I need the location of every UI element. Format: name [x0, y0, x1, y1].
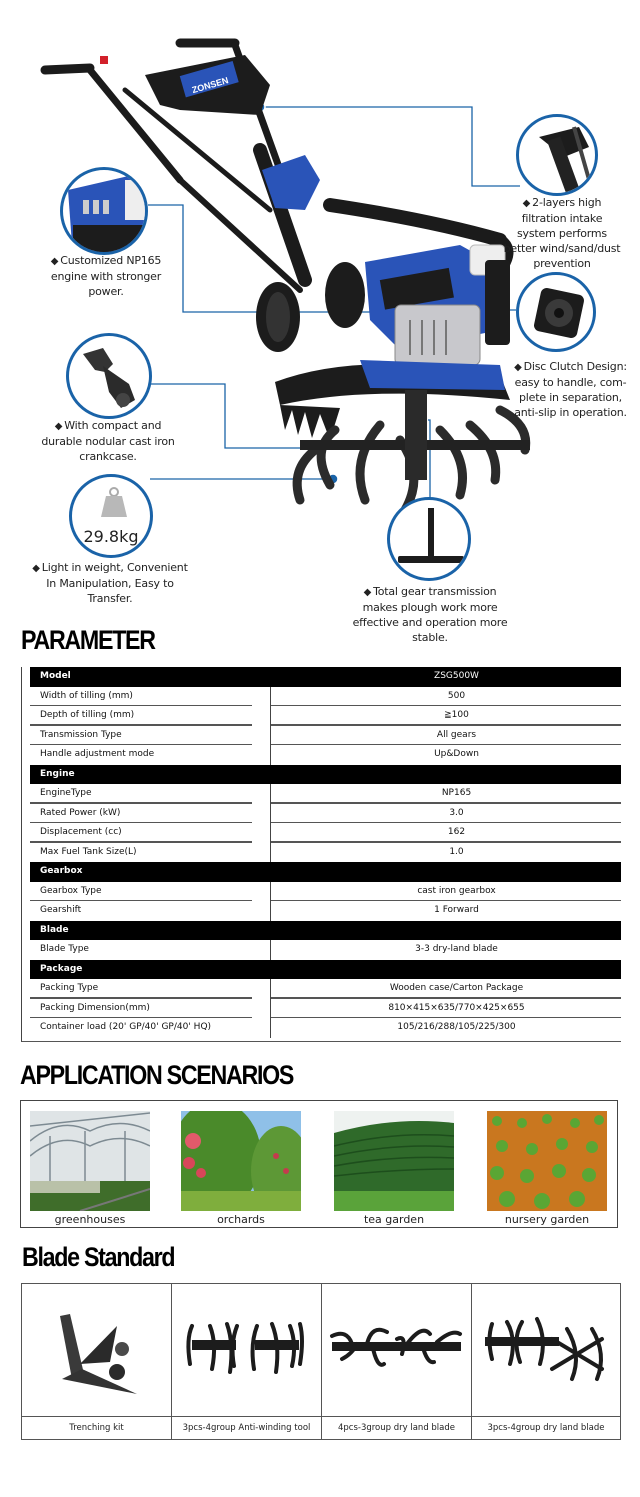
parameter-value: 3.0: [449, 807, 464, 818]
parameter-title: PARAMETER: [21, 625, 155, 655]
parameter-value: 810×415×635/770×425×655: [388, 1002, 525, 1013]
blade-item-3pcs-4group: [472, 1284, 620, 1439]
parameter-value: 105/216/288/105/225/300: [397, 1022, 516, 1032]
parameter-label: Handle adjustment mode: [40, 749, 155, 759]
orchard-image: [181, 1111, 301, 1211]
parameter-label: Container load (20' GP/40' GP/40' HQ): [40, 1022, 212, 1032]
parameter-label: Transmission Type: [40, 729, 122, 740]
parameter-value: Up&Down: [434, 749, 479, 759]
parameter-label: Max Fuel Tank Size(L): [40, 846, 137, 857]
parameter-row: [30, 745, 621, 765]
scenario-label: orchards: [217, 1213, 265, 1226]
tea-garden-image: [334, 1111, 454, 1211]
brand-logo: ZONSEN: [190, 75, 230, 96]
parameter-row: [30, 843, 621, 863]
parameter-row: [30, 784, 621, 804]
parameter-row: [30, 999, 621, 1019]
parameter-section-header: [30, 960, 621, 980]
blade-item-4pcs-3group: [322, 1284, 472, 1439]
parameter-section-header: [30, 667, 621, 687]
3pcs-4group-blade-image: [472, 1284, 620, 1417]
feature-transmission-text: ◆ Total gear transmission makes plough work more effective and operation more stable.: [352, 585, 508, 644]
engine-callout-image: [60, 167, 148, 255]
blade-standard-title: Blade Standard: [22, 1242, 175, 1272]
parameter-section-header: [30, 765, 621, 785]
weight-value: 29.8kg: [83, 527, 139, 546]
column-divider: [270, 940, 271, 960]
4pcs-3group-blade-image: [322, 1284, 471, 1417]
blade-item-anti-winding: [172, 1284, 322, 1439]
clutch-callout-image: [516, 272, 596, 352]
parameter-label: Model: [40, 671, 71, 681]
application-scenarios-panel: [20, 1100, 618, 1228]
parameter-row: [30, 901, 621, 921]
parameter-row: [30, 706, 621, 726]
column-divider: [270, 979, 271, 1038]
parameter-label: EngineType: [40, 788, 92, 798]
crankcase-callout-image: [66, 333, 152, 419]
parameter-row: [30, 1018, 621, 1038]
blade-label: 3pcs-4group Anti-winding tool: [182, 1423, 311, 1433]
parameter-label: Engine: [40, 768, 75, 779]
parameter-label: Blade: [40, 924, 69, 935]
blade-item-trenching-kit: [22, 1284, 172, 1439]
filtration-callout-image: [516, 114, 598, 196]
parameter-value: 162: [447, 827, 466, 837]
parameter-label: Displacement (cc): [40, 827, 122, 837]
column-divider: [270, 784, 271, 862]
parameter-row: [30, 823, 621, 843]
scenario-label: nursery garden: [504, 1213, 590, 1226]
column-divider: [270, 882, 271, 921]
parameter-label: Depth of tilling (mm): [40, 710, 135, 720]
parameter-label: Packing Dimension(mm): [40, 1002, 150, 1013]
scenario-label: tea garden: [363, 1213, 425, 1226]
blade-label: Trenching kit: [69, 1423, 124, 1433]
parameter-label: Width of tilling (mm): [40, 690, 133, 701]
feature-clutch-text: ◆ Disc Clutch Design: easy to handle, com-plete in separation, anti-slip in operation.: [514, 360, 627, 419]
parameter-value: 1 Forward: [434, 905, 479, 915]
parameter-row: [30, 979, 621, 999]
parameter-value: All gears: [436, 729, 477, 740]
trenching-kit-image: [22, 1284, 171, 1417]
scenario-greenhouses: [30, 1111, 150, 1226]
feature-weight-text: ◆ Light in weight, Convenient In Manipulation, Easy to Transfer.: [32, 561, 188, 605]
blade-label: 4pcs-3group dry land blade: [337, 1423, 456, 1433]
parameter-row: [30, 940, 621, 960]
parameter-row: [30, 687, 621, 707]
anti-winding-tool-image: [172, 1284, 321, 1417]
scenario-orchards: [181, 1111, 301, 1226]
scenario-nursery-garden: [487, 1111, 607, 1226]
parameter-row: [30, 804, 621, 824]
parameter-value: 1.0: [449, 846, 464, 857]
nursery-garden-image: [487, 1111, 607, 1211]
parameter-label: Gearshift: [40, 905, 82, 915]
parameter-value: cast iron gearbox: [417, 885, 496, 896]
weight-icon: [100, 487, 128, 519]
column-divider: [270, 687, 271, 765]
parameter-value: ZSG500W: [434, 671, 479, 681]
parameter-label: Blade Type: [40, 944, 89, 954]
blade-standard-table: [21, 1283, 621, 1440]
parameter-value: ≧100: [444, 710, 469, 720]
parameter-label: Package: [40, 963, 83, 974]
application-title: APPLICATION SCENARIOS: [20, 1060, 294, 1090]
transmission-callout-image: [387, 497, 471, 581]
parameter-label: Packing Type: [40, 983, 99, 993]
blade-label: 3pcs-4group dry land blade: [487, 1423, 605, 1433]
parameter-value: Wooden case/Carton Package: [389, 983, 524, 993]
parameter-value: 500: [447, 690, 466, 701]
scenario-label: greenhouses: [54, 1213, 126, 1226]
feature-filtration-text: ◆ 2-layers high filtration intake system performs better wind/sand/dust prevention: [503, 196, 621, 270]
parameter-table: [21, 667, 621, 1042]
parameter-label: Rated Power (kW): [40, 807, 121, 818]
feature-crankcase-text: ◆ With compact and durable nodular cast iron crankcase.: [41, 419, 175, 463]
parameter-value: 3-3 dry-land blade: [415, 944, 498, 954]
parameter-section-header: [30, 921, 621, 941]
parameter-label: Gearbox: [40, 866, 83, 876]
feature-engine-text: ◆ Customized NP165 engine with stronger power.: [50, 254, 162, 298]
greenhouse-image: [30, 1111, 150, 1211]
parameter-value: NP165: [441, 788, 472, 798]
scenario-tea-garden: [334, 1111, 454, 1226]
weight-callout-image: [69, 474, 153, 558]
parameter-label: Gearbox Type: [40, 885, 102, 896]
parameter-section-header: [30, 862, 621, 882]
parameter-row: [30, 726, 621, 746]
parameter-row: [30, 882, 621, 902]
